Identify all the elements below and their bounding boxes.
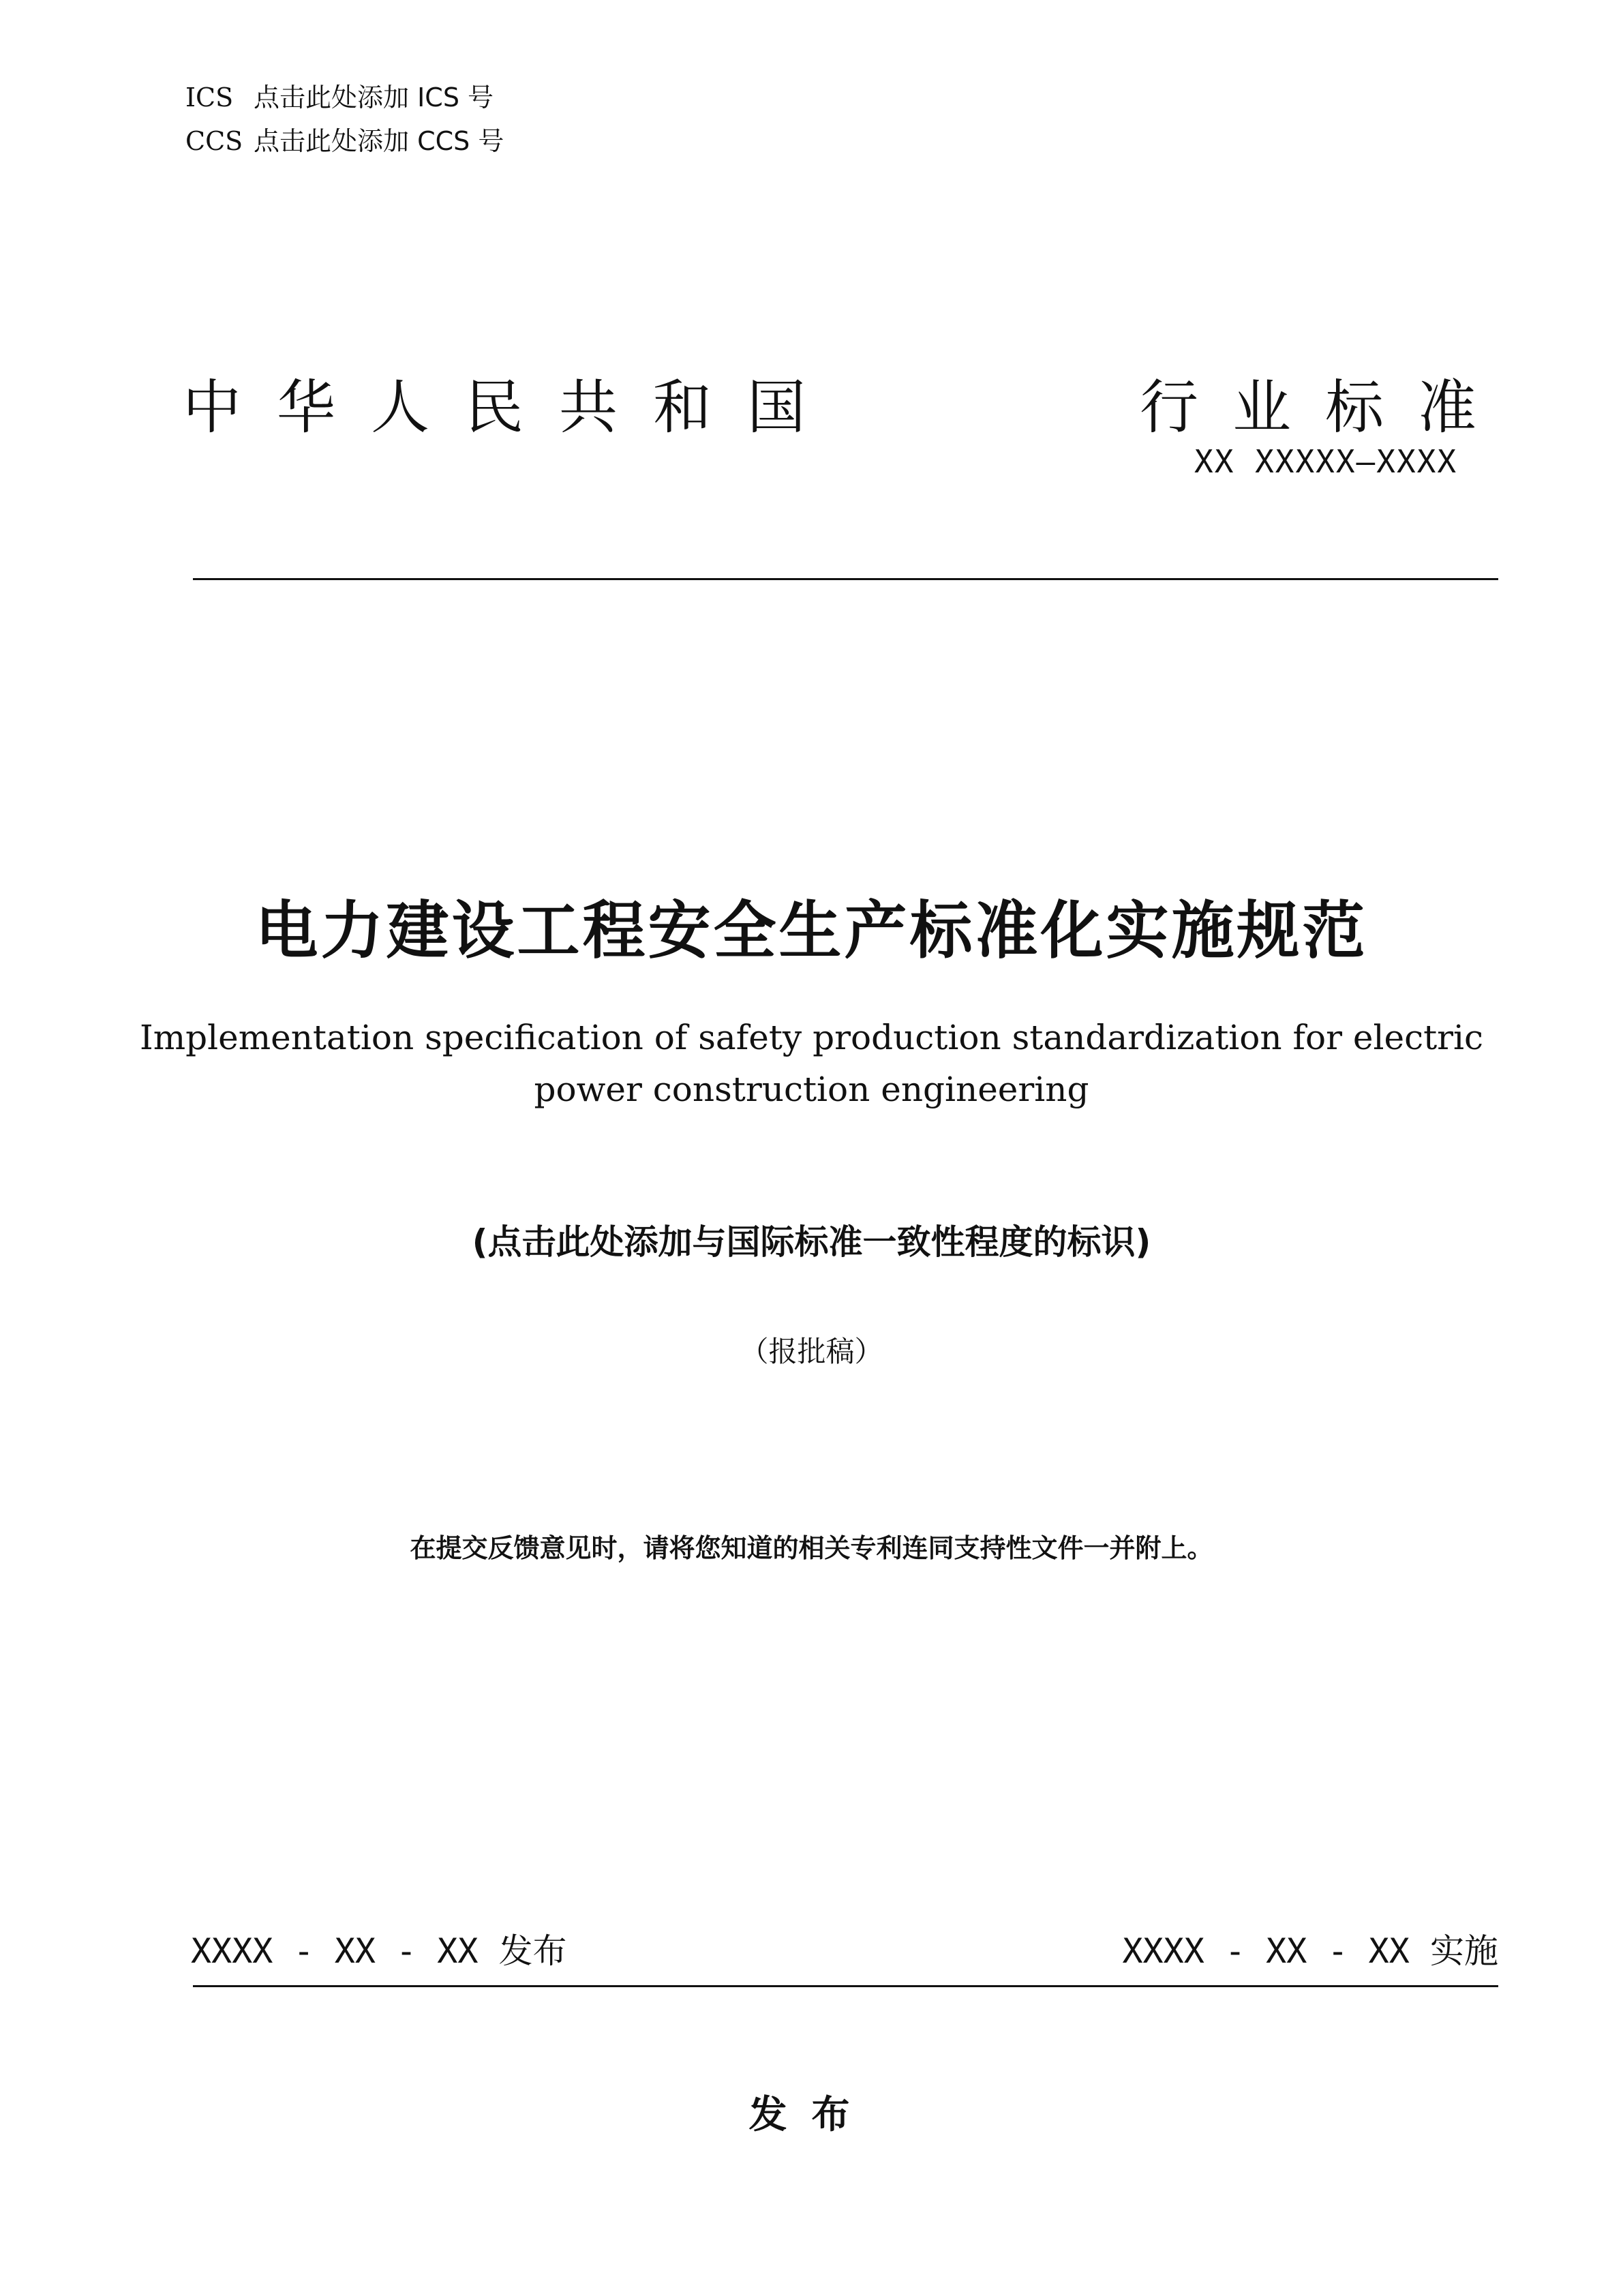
ccs-placeholder[interactable]: 点击此处添加 CCS 号 (254, 126, 504, 156)
patent-notice: 在提交反馈意见时，请将您知道的相关专利连同支持性文件一并附上。 (410, 1533, 1213, 1563)
ccs-label: CCS (185, 126, 243, 156)
publisher: 发布 (748, 2093, 875, 2137)
ics-placeholder[interactable]: 点击此处添加 ICS 号 (254, 82, 494, 112)
standard-category: 行业标准 (1140, 374, 1511, 442)
standard-number[interactable]: XX XXXXX—XXXX (1194, 443, 1458, 480)
country-name: 中华人民共和国 (183, 374, 841, 442)
ics-label: ICS (185, 82, 234, 112)
top-divider (193, 578, 1498, 580)
bottom-divider (193, 1985, 1498, 1987)
document-title-chinese: 电力建设工程安全生产标准化实施规范 (255, 894, 1368, 967)
conformity-placeholder[interactable]: (点击此处添加与国际标准一致性程度的标识) (472, 1222, 1151, 1262)
issue-date[interactable]: XXXX - XX - XX 发布 (191, 1931, 567, 1971)
ccs-line (185, 120, 504, 157)
implementation-date[interactable]: XXXX - XX - XX 实施 (1122, 1931, 1498, 1971)
document-title-english: Implementation specification of safety production standardization for electric power construction engineering (139, 1018, 1484, 1109)
draft-stage: （报批稿） (740, 1335, 883, 1368)
ics-line (185, 76, 494, 114)
